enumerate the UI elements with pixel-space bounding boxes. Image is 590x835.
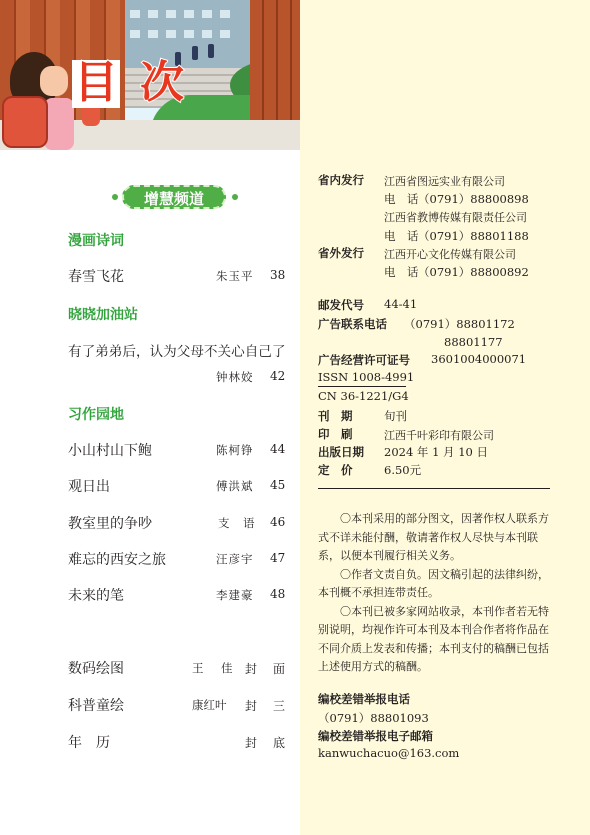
badge-dot xyxy=(112,194,118,200)
postal-code: 44-41 xyxy=(384,297,418,311)
notice-paragraph: 〇作者文责自负。因文稿引起的法律纠纷，本刊概不承担连带责任。 xyxy=(318,567,549,599)
page-title xyxy=(72,58,192,108)
header-illustration xyxy=(0,0,300,150)
divider xyxy=(318,386,406,387)
ad-phone-label: 广告联系电话 xyxy=(318,317,387,331)
toc-entry-page: 48 xyxy=(270,587,286,601)
section-heading: 漫画诗词 xyxy=(68,233,124,249)
postal-code-label: 邮发代号 xyxy=(318,298,364,312)
outside-distributor: 江西开心文化传媒有限公司 xyxy=(384,248,516,261)
publish-date: 2024 年 1 月 10 日 xyxy=(384,445,488,459)
toc-entry-title: 观日出 xyxy=(68,479,110,495)
cover-entry-title: 科普童绘 xyxy=(68,698,124,714)
errata-email: kanwuchacuo@163.com xyxy=(318,746,460,760)
ad-phone: 88801177 xyxy=(444,335,503,349)
backpack xyxy=(2,96,48,148)
errata-email-label: 编校差错举报电子邮箱 xyxy=(318,729,433,743)
phone-number: （0791）88801188 xyxy=(418,229,529,243)
ad-phone: （0791）88801172 xyxy=(404,317,515,331)
cover-entry-page: 封 面 xyxy=(245,662,288,676)
domestic-distributor: 江西省教博传媒有限责任公司 xyxy=(384,211,527,224)
toc-entry-title: 有了弟弟后，认为父母不关心自己了 xyxy=(68,344,286,360)
toc-entry-title: 春雪飞花 xyxy=(68,269,124,285)
period-label: 刊 期 xyxy=(318,409,353,423)
girl-face xyxy=(40,66,68,96)
toc-entry-page: 38 xyxy=(270,268,286,282)
toc-entry-title: 未来的笔 xyxy=(68,588,124,604)
cover-entry-author: 王 佳 xyxy=(192,661,236,675)
cover-entry-title: 年 历 xyxy=(68,735,110,751)
toc-entry-title: 小山村山下鲍 xyxy=(68,443,152,459)
printer-label: 印 刷 xyxy=(318,427,353,441)
phone-label: 电 话 xyxy=(384,265,419,279)
toc-entry-title: 教室里的争吵 xyxy=(68,516,152,532)
section-badge: 增慧频道 xyxy=(122,185,226,209)
toc-entry-author: 支 语 xyxy=(218,516,256,530)
phone-label: 电 话 xyxy=(384,192,419,206)
cover-entry-page: 封 底 xyxy=(245,736,288,750)
section-heading: 习作园地 xyxy=(68,407,124,423)
toc-entry-author: 朱玉平 xyxy=(216,269,254,283)
title-char: 次 xyxy=(140,57,184,108)
cn-number: CN 36-1221/G4 xyxy=(318,389,409,403)
copyright-notice xyxy=(318,510,550,677)
errata-phone: （0791）88801093 xyxy=(318,711,429,725)
person-figure xyxy=(192,46,198,60)
ad-license-label: 广告经营许可证号 xyxy=(318,353,410,367)
title-char: 目 xyxy=(74,57,118,108)
section-heading: 晓晓加油站 xyxy=(68,307,138,323)
toc-entry-author: 钟林姣 xyxy=(216,370,254,384)
toc-entry-page: 42 xyxy=(270,369,286,383)
notice-paragraph: 〇本刊已被多家网站收录，本刊作者若无特别说明，均视作许可本刊及本刊合作者将作品在不同介质上发表和传播；本刊支付的稿酬已包括上述使用方式的稿酬。 xyxy=(318,604,549,673)
toc-entry-title: 难忘的西安之旅 xyxy=(68,552,166,568)
person-figure xyxy=(208,44,214,58)
issn: ISSN 1008-4991 xyxy=(318,370,415,384)
outside-distribution-label: 省外发行 xyxy=(318,246,364,260)
cover-entry-title: 数码绘图 xyxy=(68,661,124,677)
publish-date-label: 出版日期 xyxy=(318,445,364,459)
domestic-distribution-label: 省内发行 xyxy=(318,173,364,187)
divider xyxy=(318,488,550,489)
toc-entry-page: 46 xyxy=(270,515,286,529)
phone-label: 电 话 xyxy=(384,229,419,243)
badge-dot xyxy=(232,194,238,200)
price: 6.50元 xyxy=(384,463,422,477)
toc-entry-page: 44 xyxy=(270,442,286,456)
cover-entry-page: 封 三 xyxy=(245,699,288,713)
toc-entry-author: 李建豪 xyxy=(216,588,254,602)
phone-number: （0791）88800898 xyxy=(418,192,529,206)
cover-entry-author: 康红叶 xyxy=(192,698,227,712)
price-label: 定 价 xyxy=(318,463,353,477)
period: 旬刊 xyxy=(384,409,407,423)
toc-entry-author: 傅洪斌 xyxy=(216,479,254,493)
ad-license: 3601004000071 xyxy=(431,352,527,366)
phone-number: （0791）88800892 xyxy=(418,265,529,279)
toc-entry-author: 陈柯铮 xyxy=(216,443,254,457)
toc-entry-page: 47 xyxy=(270,551,286,565)
toc-entry-author: 汪彦宇 xyxy=(216,552,254,566)
errata-phone-label: 编校差错举报电话 xyxy=(318,692,410,706)
printer: 江西千叶彩印有限公司 xyxy=(384,429,494,442)
notice-paragraph: 〇本刊采用的部分图文，因著作权人联系方式不详未能付酬，敬请著作权人尽快与本刊联系，以便本刊履行相关义务。 xyxy=(318,512,549,562)
toc-entry-page: 45 xyxy=(270,478,286,492)
girl-body xyxy=(44,98,74,150)
table-of-contents xyxy=(0,150,300,835)
domestic-distributor: 江西省图远实业有限公司 xyxy=(384,175,505,188)
